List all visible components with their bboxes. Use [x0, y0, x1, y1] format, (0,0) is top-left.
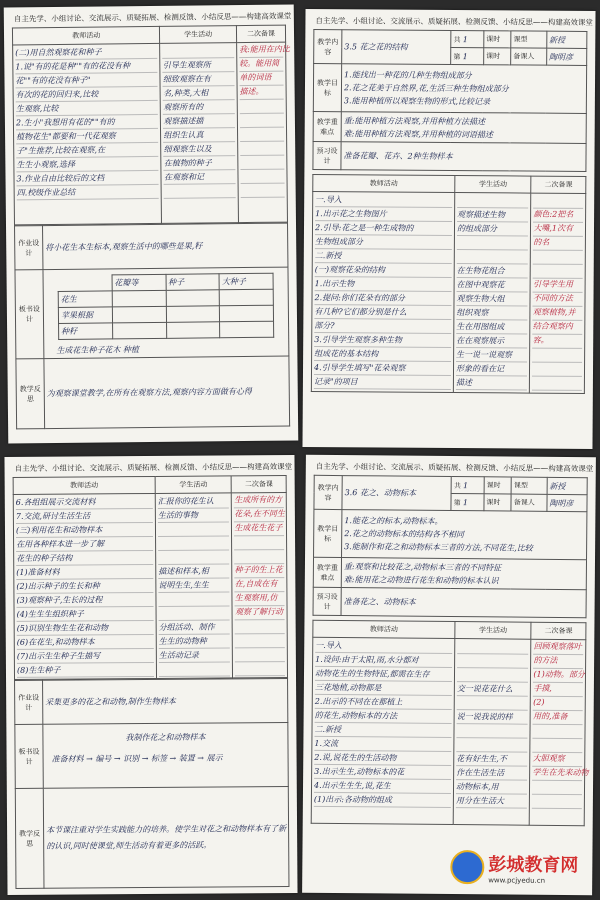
activity-line: (2)	[533, 697, 583, 711]
goal-item: 2.花之花美于自然界,花,生活三种生物组成部分	[343, 83, 509, 94]
preparer-name: 陶明彦	[547, 494, 587, 511]
goals-list	[342, 510, 587, 560]
type-label: 课型	[511, 477, 547, 494]
activity-line: 植物花生"都要和一代花观察	[16, 129, 159, 144]
student-activity-notes	[453, 193, 531, 394]
preview-label: 预习设计	[313, 587, 341, 615]
activity-line: 2.提问:你们花朵有的部分	[314, 291, 451, 306]
site-title: 彭城教育网	[488, 854, 579, 877]
activity-line	[240, 184, 284, 198]
summary-table	[14, 223, 290, 430]
activity-line: 动物标本,用	[456, 780, 528, 795]
lesson-plan-page-4	[302, 455, 596, 896]
activity-line: 3.引导学生观察多种生物	[314, 333, 451, 348]
homework-label: 作业设计	[15, 680, 43, 724]
activity-line: 观察所有的	[163, 100, 235, 115]
activity-line: 6.各组组展示交流材料	[16, 495, 153, 510]
activity-line: 在生物花组合	[457, 264, 529, 278]
activity-line: 引导生观察所	[163, 58, 235, 73]
reflect-label: 教学反思	[16, 359, 45, 429]
reflect-text: 本节课注重对学生实践能力的培养。使学生对花之和动物样本有了新的认识,同时使课堂,师生活动有着更多的活跃。	[43, 787, 289, 889]
activity-line: (5)识别生物生生花和动物	[17, 621, 154, 636]
board-item: 苹果根据	[58, 307, 112, 324]
activity-line: 部分?	[314, 319, 451, 334]
activity-line: 描述	[456, 376, 528, 390]
activity-line	[163, 44, 235, 59]
content-label: 教学内容	[314, 30, 342, 64]
activity-line: 生生的动物种	[159, 634, 231, 648]
period-label: 课时	[484, 31, 511, 48]
activity-line	[533, 251, 583, 265]
activity-line: 生活动记录	[159, 648, 231, 662]
activity-line: 在,自成在有	[235, 578, 285, 592]
activity-line: 用分在生活大	[456, 794, 528, 809]
homework-text: 采集更多的花之和动物,制作生物样本	[43, 679, 288, 725]
focus-label: 教学重难点	[313, 112, 341, 142]
activity-line: 组成花的基本结构	[314, 347, 451, 362]
activity-line: 回顾观察落叶	[534, 641, 584, 655]
col-teacher: 教师活动	[12, 26, 160, 45]
col-student: 学生活动	[155, 476, 232, 494]
activity-line: 花生的种子结构	[16, 551, 153, 566]
teacher-activity-notes	[311, 637, 455, 824]
activity-line: (3)观察种子,生长的过程	[16, 593, 153, 608]
goal-label: 教学目标	[314, 509, 342, 557]
col-second: 二次备课	[236, 25, 285, 43]
goal-item: 1.能花之的标本,动物标本。	[344, 516, 443, 526]
activity-line	[532, 349, 582, 363]
board-extra: 生成花生种子花木 种植	[56, 345, 139, 355]
activity-line: 生活的事物	[158, 508, 230, 522]
activity-line: 一.导入	[315, 639, 452, 654]
activity-line: 花朵,在不同生	[234, 508, 284, 522]
col-second: 二次备课	[531, 622, 586, 639]
activity-line: 结合观察内	[533, 321, 583, 335]
board-head-2: 种子	[166, 274, 220, 291]
activity-line	[457, 194, 529, 208]
activity-line	[235, 550, 285, 564]
activity-line: 组织生认真	[163, 128, 235, 143]
activity-line	[240, 114, 284, 128]
activity-line: (8)生生种子	[17, 663, 154, 678]
activity-line: 在植物的种子	[164, 156, 236, 171]
activity-line: 子"生推荐,比较在观察,在	[16, 143, 159, 158]
goal-item: 3.能用种植所以观察生物的形式,比较记录	[343, 96, 491, 107]
activity-line	[240, 142, 284, 156]
col-student: 学生活动	[160, 26, 237, 44]
activity-line: 花""有的花没有种子"	[15, 73, 158, 88]
col-second: 二次备课	[232, 476, 287, 493]
activity-line	[533, 739, 583, 753]
col-teacher: 教师活动	[13, 476, 155, 494]
activity-line: 生成花生花子	[234, 522, 284, 536]
activity-line	[456, 724, 528, 739]
teacher-activity-notes	[13, 43, 162, 225]
preview-text: 准备花瓣、花卉、2种生物样本	[341, 142, 586, 172]
activity-line: 花有好生生,不	[456, 752, 528, 767]
activity-line: 生观察,比较	[16, 101, 159, 116]
activity-line	[533, 265, 583, 279]
activity-line	[235, 620, 285, 634]
total-label: 共	[453, 35, 461, 44]
focus-label: 教学重难点	[313, 557, 341, 587]
activity-line: 生在用图组成	[456, 320, 528, 334]
activity-line	[457, 236, 529, 250]
board-grid	[58, 273, 275, 340]
activity-line: 生物组成部分	[315, 235, 452, 250]
activity-line: 较。能用简	[239, 58, 283, 72]
second-prep-notes	[236, 42, 290, 223]
content-label: 教学内容	[314, 475, 342, 509]
activity-line: 在图中观察花	[457, 278, 529, 292]
activity-line: 学生在先来动物	[532, 767, 582, 781]
col-teacher: 教师活动	[313, 620, 455, 638]
page-header: 自主先学、小组讨论、交流展示、质疑拓展、检测反馈、小结反思——构建高效课堂	[14, 462, 293, 473]
activity-line: 观察描述生物	[457, 208, 529, 222]
lesson-type: 新授	[546, 31, 586, 48]
goals-list	[341, 64, 586, 114]
activity-line: 生一说一说观察	[456, 348, 528, 362]
activity-line: 组织观察	[456, 306, 528, 320]
activity-line	[235, 662, 285, 676]
activity-line	[240, 128, 284, 142]
activity-line: 描述。	[239, 86, 283, 100]
activity-line: 容。	[533, 335, 583, 349]
page-header: 自主先学、小组讨论、交流展示、质疑拓展、检测反馈、小结反思——构建高效课堂	[315, 461, 594, 474]
activity-line	[158, 522, 230, 536]
total-label: 共	[453, 481, 461, 490]
col-second: 二次备课	[531, 176, 586, 193]
activity-line: 记录"的项目	[314, 375, 451, 390]
activity-line: 不同的方法	[533, 293, 583, 307]
activity-line	[235, 634, 285, 648]
activity-line	[457, 250, 529, 264]
activity-line	[159, 662, 231, 676]
nth-label: 第	[453, 52, 461, 61]
content-value: 3.5 花之花的结构	[342, 30, 451, 65]
activity-line: 2.说,说花生的生活动物	[314, 751, 451, 766]
activity-line: (1)准备材料	[16, 565, 153, 580]
activity-line: 观察了解行动	[235, 606, 285, 620]
activity-line: 颜色:2把名	[533, 209, 583, 223]
site-logo-icon	[450, 850, 484, 884]
activity-line: 描述和样本,相	[158, 564, 230, 578]
activity-line: 种子的生上花	[235, 564, 285, 578]
preview-text: 准备花之、动物标本	[341, 588, 586, 618]
lesson-info-table	[312, 29, 587, 172]
activity-line	[532, 795, 582, 809]
board-item: 种籽	[59, 323, 113, 340]
activity-line: 有次的花的回归来,比较	[16, 87, 159, 102]
reflect-label: 教学反思	[15, 788, 44, 888]
activities-table	[13, 475, 288, 680]
period-no: 1	[462, 497, 469, 507]
teacher-activity-notes	[13, 493, 156, 679]
activity-line	[158, 592, 230, 606]
activity-line: 生成所有的方	[234, 494, 284, 508]
student-activity-notes	[160, 43, 238, 224]
preparer-label: 备课人	[511, 48, 547, 65]
activity-line: 在在观察展示	[456, 334, 528, 348]
activity-line: 动物花生的生物特征,都需在生存	[315, 667, 452, 682]
activity-line: 大胆观察	[533, 753, 583, 767]
activity-line: 手摸,	[533, 683, 583, 697]
page-header: 自主先学、小组讨论、交流展示、质疑拓展、检测反馈、小结反思——构建高效课堂	[13, 11, 292, 24]
activity-line: (2)出示种子的生长和种	[16, 579, 153, 594]
activities-table	[311, 620, 587, 826]
activity-line: 3.作业自由比较后的文档	[16, 171, 159, 186]
student-activity-notes	[453, 639, 531, 826]
activity-line: 2.出示的不同在在都植上	[315, 695, 452, 710]
activity-line: 1.出示生物	[315, 277, 452, 292]
activity-line: 2.引导:花之是一种生成物的	[315, 221, 452, 236]
activity-line: 说一说我说的样	[457, 710, 529, 725]
activity-line: 生观察用,仿	[235, 592, 285, 606]
periods-total: 1	[463, 480, 469, 490]
preparer-name: 陶明彦	[546, 48, 586, 65]
board-title: 我制作花之和动物样本	[125, 732, 206, 743]
second-prep-notes	[530, 639, 589, 825]
board-head-3: 大种子	[219, 273, 273, 290]
activity-line: 名,种类,大相	[163, 86, 235, 101]
activity-line: (7)出示生生种子生描写	[17, 649, 154, 664]
lesson-info-table	[313, 475, 588, 618]
activity-line: 细致观察在有	[163, 72, 235, 87]
board-label: 板书设计	[15, 270, 44, 359]
activity-line: 观察植物,并	[533, 307, 583, 321]
lesson-type: 新授	[547, 477, 587, 494]
lesson-plan-page-3	[4, 455, 297, 895]
activity-line: 观察描述描	[163, 114, 235, 129]
activity-line: (二)用自然观察花和种子	[15, 45, 158, 60]
activity-line: 三花地植,动物都是	[315, 681, 452, 696]
activity-line: 有几种?它们都分别是什么	[314, 305, 451, 320]
nth-label: 第	[453, 498, 461, 507]
activity-line	[158, 536, 230, 550]
board-item: 花生	[58, 291, 112, 308]
activity-line: 在用各种样本进一步了解	[16, 537, 153, 552]
student-activity-notes	[155, 493, 233, 679]
homework-label: 作业设计	[15, 226, 43, 270]
activity-line	[532, 377, 582, 391]
activity-line: 的方法	[533, 655, 583, 669]
preparer-label: 备课人	[511, 494, 547, 511]
activity-line	[158, 550, 230, 564]
teacher-activity-notes	[311, 192, 454, 393]
site-watermark	[450, 850, 578, 885]
activity-line: 大嘴,1次有	[533, 223, 583, 237]
activity-line: 在观察和记	[164, 170, 236, 185]
periods-total: 1	[462, 34, 468, 44]
activity-line: 作在生活生活	[456, 766, 528, 781]
activity-line: (1)动物。部分	[533, 669, 583, 683]
activity-line: 细观察生以及	[164, 142, 236, 157]
board-head-1: 花瓣等	[112, 274, 166, 291]
col-student: 学生活动	[455, 622, 532, 640]
activity-line: 二.新授	[314, 723, 451, 738]
activity-line: 单的词语	[239, 72, 283, 86]
activity-line	[457, 668, 529, 683]
activity-line: 交一说花花什么	[457, 682, 529, 697]
activity-line: 4.出示生生生,说,花生	[314, 779, 451, 794]
activity-line	[164, 184, 236, 199]
activity-line: 1.说"有的花是种""有的花没有种	[15, 59, 158, 74]
activities-table	[12, 25, 288, 226]
homework-text: 将小花生本生标本,观察生活中的哪些是果,籽	[43, 223, 288, 270]
activity-line: 的组成部分	[457, 222, 529, 236]
board-label: 板书设计	[15, 724, 43, 788]
preview-label: 预习设计	[313, 142, 341, 170]
activity-line: 2.生小"我想用有花的""有的	[16, 115, 159, 130]
activity-line: 形象的看在记	[456, 362, 528, 376]
activity-line: 说明生生,生生	[158, 578, 230, 592]
activity-line: 3.出示生生,动物标本的花	[314, 765, 451, 780]
lesson-plan-page-2	[302, 9, 595, 449]
second-prep-notes	[530, 193, 586, 393]
activity-line: 分组活动、制作	[159, 620, 231, 634]
activity-line: 的花生,动物标本的方法	[315, 709, 452, 724]
activity-line: (4)生生生组织种子	[17, 607, 154, 622]
focus-text: 重:观察和比较花之,动物标本三者的不同特征 难:能用花之动物进行花生和动物的标本认识	[341, 558, 586, 590]
activity-line: (1)出示:各动物的组成	[314, 793, 451, 808]
site-url: www.pcjyedu.cn	[488, 876, 546, 885]
period-no: 1	[462, 51, 468, 61]
activity-line: 的名	[533, 237, 583, 251]
board-flow: 准备材料 → 编号 → 识别 → 标签 → 装置 → 展示	[51, 753, 223, 764]
board-design	[43, 267, 289, 359]
activity-line: 二.新授	[315, 249, 452, 264]
board-design	[43, 723, 288, 789]
reflect-text: 为观察课堂教学,在所有在观察方法,观察内容方面做有心得	[44, 356, 290, 429]
activity-line: 四.校级作业总结	[17, 185, 160, 200]
col-teacher: 教师活动	[313, 175, 455, 193]
period-label: 课时	[484, 477, 511, 494]
activity-line: 生生小观察,选择	[16, 157, 159, 172]
col-student: 学生活动	[455, 176, 532, 194]
goal-label: 教学目标	[313, 64, 341, 112]
activity-line	[532, 363, 582, 377]
activity-line: 汇报你的花生认	[158, 494, 230, 508]
activity-line: 观察生物大组	[456, 292, 528, 306]
goal-item: 3.能制作和花之和动物标本三者的方法,不同花生,比较	[344, 542, 533, 553]
period-label: 课时	[484, 494, 511, 511]
activity-line: 1.交流	[314, 737, 451, 752]
activity-line	[240, 100, 284, 114]
activity-line	[235, 648, 285, 662]
activity-line: 1.出示花之生物图片	[315, 207, 452, 222]
activity-line: (三)利用花生和动物样本	[16, 523, 153, 538]
activity-line	[533, 725, 583, 739]
activity-line	[240, 170, 284, 184]
lesson-plan-page-1	[4, 4, 299, 443]
summary-table	[14, 678, 289, 889]
activity-line: 1.设问:由于太阳,雨,水分都对	[315, 653, 452, 668]
period-label: 课时	[484, 48, 511, 65]
activity-line: (6)在花生,和动物样本	[17, 635, 154, 650]
activity-line	[457, 654, 529, 669]
activity-line: 用的,准备	[533, 711, 583, 725]
activities-table	[311, 174, 587, 394]
second-prep-notes	[232, 493, 288, 678]
activity-line	[158, 606, 230, 620]
activity-line	[534, 195, 584, 209]
focus-text: 重:能用种植方法观察,并用种植方法描述 难:能用种植方法观察,并用种植的词语描述	[341, 112, 586, 144]
activity-line: 引导学生用	[533, 279, 583, 293]
activity-line: 一.导入	[315, 193, 452, 208]
goal-item: 2.花之的动物标本的结构各不相同	[344, 529, 464, 540]
activity-line: 4.引导学生填写"花朵观察	[314, 361, 451, 376]
activity-line	[457, 640, 529, 655]
activity-line: 7.交流,研讨生活生活	[16, 509, 153, 524]
type-label: 课型	[511, 31, 547, 48]
activity-line	[456, 738, 528, 753]
activity-line: (一)观察花朵的结构	[315, 263, 452, 278]
activity-line	[240, 156, 284, 170]
goal-item: 1.能找出一种花的几种生物组成部分	[344, 70, 472, 81]
page-header: 自主先学、小组讨论、交流展示、质疑拓展、检测反馈、小结反思——构建高效课堂	[315, 16, 593, 27]
activity-line	[532, 781, 582, 795]
activity-line	[457, 696, 529, 711]
content-value: 3.6 花之、动物标本	[342, 476, 451, 511]
activity-line: 我:能用在内比	[239, 44, 283, 58]
activity-line	[234, 536, 284, 550]
